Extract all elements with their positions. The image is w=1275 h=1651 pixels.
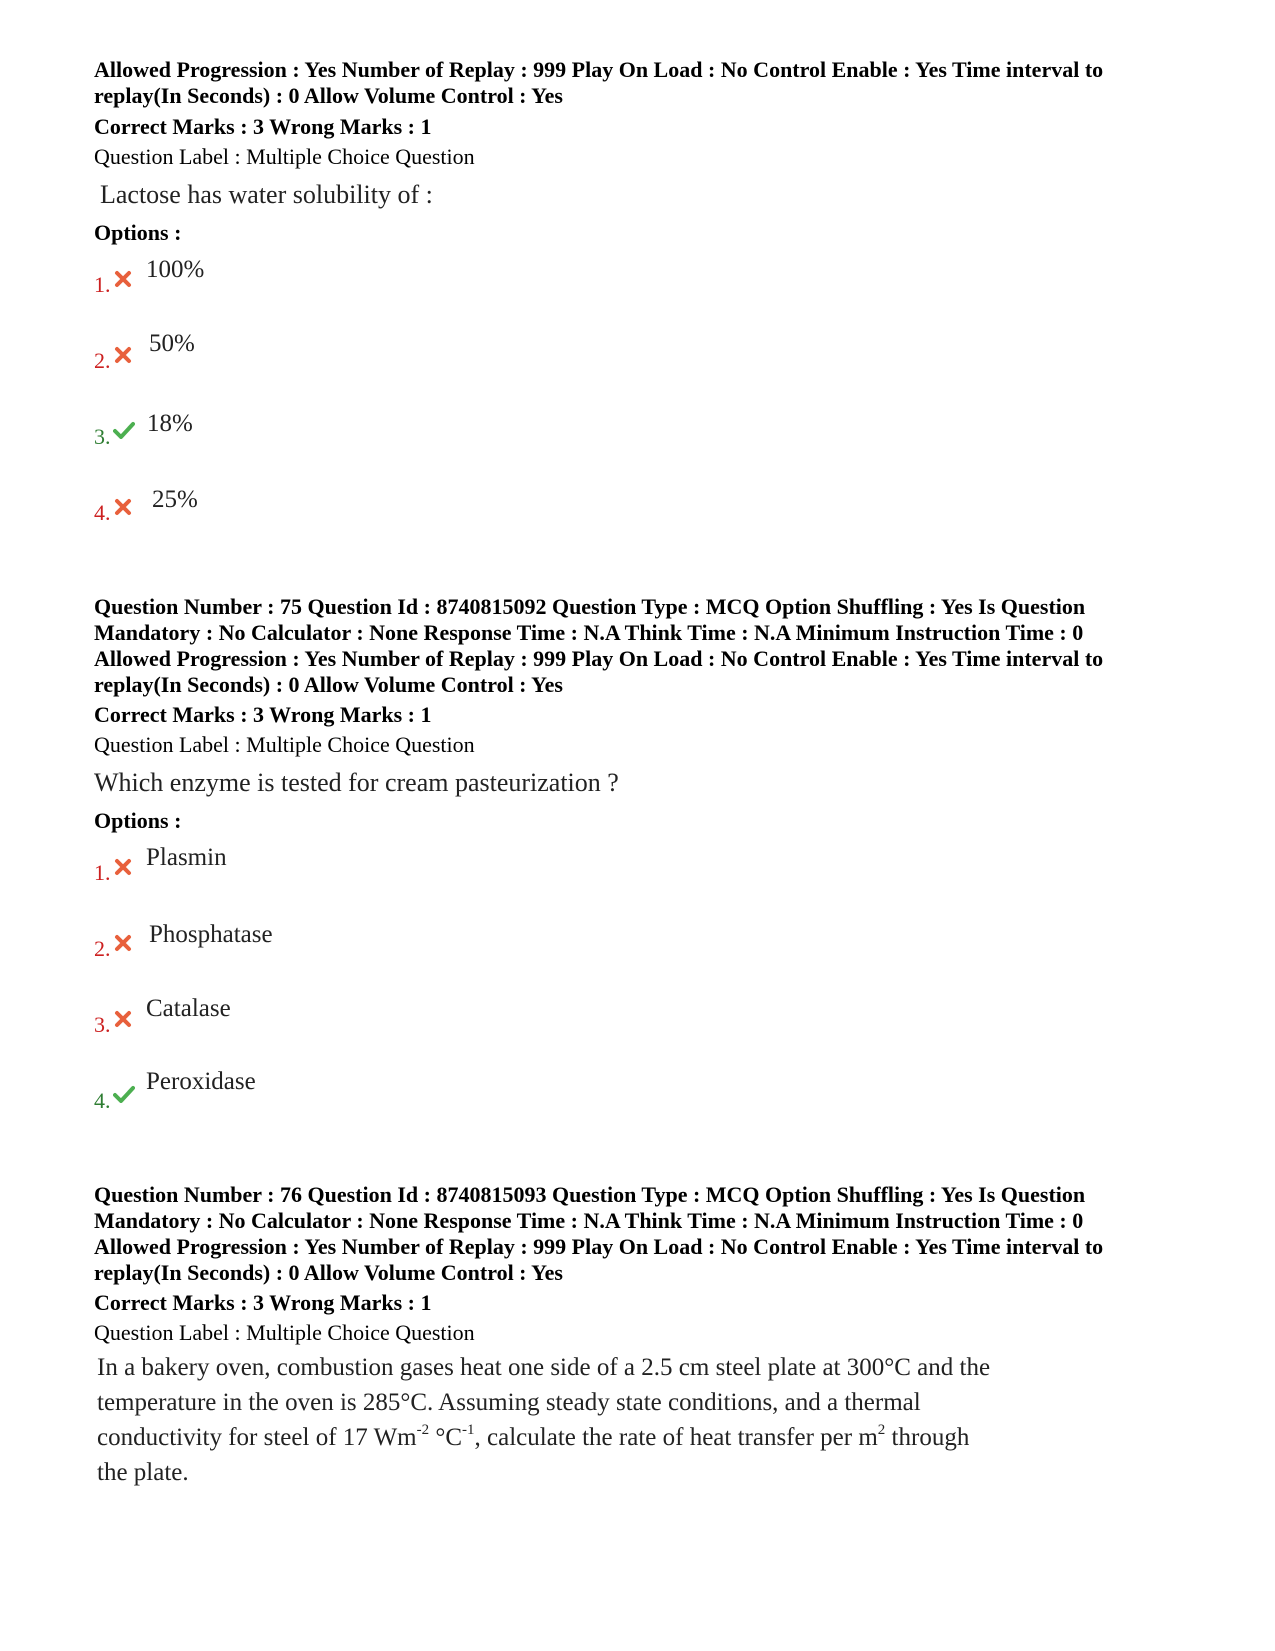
options-title: Options : (94, 220, 182, 245)
question-fragment: conductivity for steel of 17 Wm (97, 1424, 417, 1451)
question-text: Lactose has water solubility of : (100, 180, 433, 209)
option-number: 3. (94, 1012, 111, 1037)
superscript: 2 (877, 1422, 886, 1438)
check-icon (113, 421, 135, 439)
option-text: Phosphatase (149, 921, 273, 948)
superscript: -1 (462, 1422, 475, 1438)
option-text: 25% (152, 486, 198, 513)
question-text (97, 1350, 1045, 1490)
question-fragment: °C (429, 1424, 463, 1451)
question-meta (94, 594, 1194, 698)
question-label: Question Label : Multiple Choice Question (94, 732, 475, 757)
cross-icon (114, 270, 132, 288)
cross-icon (114, 1010, 132, 1028)
option-text: Catalase (146, 995, 231, 1022)
meta-line: Question Number : 76 Question Id : 8740815093 Question Type : MCQ Option Shuffling : Yes Is Question (94, 1182, 1086, 1207)
question-text: Which enzyme is tested for cream pasteurization ? (94, 768, 619, 797)
meta-line: replay(In Seconds) : 0 Allow Volume Control : Yes (94, 672, 563, 697)
superscript: -2 (416, 1422, 430, 1438)
option-number: 4. (94, 1088, 111, 1113)
question-line (97, 1420, 1045, 1455)
marks-info: Correct Marks : 3 Wrong Marks : 1 (94, 702, 432, 727)
option-text: 50% (149, 330, 195, 357)
meta-line: Mandatory : No Calculator : None Response Time : N.A Think Time : N.A Minimum Instruction Time : 0 (94, 620, 1084, 645)
question-fragment: , calculate the rate of heat transfer per m (474, 1424, 878, 1451)
meta-line: Allowed Progression : Yes Number of Replay : 999 Play On Load : No Control Enable : Yes Time interval to (94, 646, 1104, 671)
marks-info: Correct Marks : 3 Wrong Marks : 1 (94, 114, 432, 139)
question-label: Question Label : Multiple Choice Question (94, 144, 475, 169)
meta-line: Allowed Progression : Yes Number of Replay : 999 Play On Load : No Control Enable : Yes Time interval to (94, 57, 1104, 82)
option-text: Peroxidase (146, 1068, 256, 1095)
cross-icon (114, 346, 132, 364)
question-label: Question Label : Multiple Choice Question (94, 1320, 475, 1345)
question-line: temperature in the oven is 285°C. Assuming steady state conditions, and a thermal (97, 1389, 921, 1416)
option-number: 2. (94, 348, 111, 373)
option-number: 3. (94, 424, 111, 449)
option-text: 18% (147, 410, 193, 437)
meta-line: Question Number : 75 Question Id : 8740815092 Question Type : MCQ Option Shuffling : Yes Is Question (94, 594, 1086, 619)
meta-line: replay(In Seconds) : 0 Allow Volume Control : Yes (94, 1260, 563, 1285)
question-line: the plate. (97, 1459, 189, 1486)
option-number: 4. (94, 500, 111, 525)
option-text: Plasmin (146, 844, 227, 871)
question-meta (94, 1182, 1194, 1286)
question-line: In a bakery oven, combustion gases heat one side of a 2.5 cm steel plate at 300°C and the (97, 1354, 991, 1381)
option-number: 1. (94, 860, 111, 885)
question-meta (94, 57, 1194, 109)
cross-icon (114, 858, 132, 876)
cross-icon (114, 934, 132, 952)
option-number: 2. (94, 936, 111, 961)
option-text: 100% (146, 256, 205, 283)
marks-info: Correct Marks : 3 Wrong Marks : 1 (94, 1290, 432, 1315)
question-fragment: through (885, 1424, 970, 1451)
cross-icon (114, 498, 132, 516)
option-number: 1. (94, 272, 111, 297)
options-title: Options : (94, 808, 182, 833)
meta-line: Mandatory : No Calculator : None Response Time : N.A Think Time : N.A Minimum Instruction Time : 0 (94, 1208, 1084, 1233)
meta-line: Allowed Progression : Yes Number of Replay : 999 Play On Load : No Control Enable : Yes Time interval to (94, 1234, 1104, 1259)
check-icon (113, 1085, 135, 1103)
meta-line: replay(In Seconds) : 0 Allow Volume Control : Yes (94, 83, 563, 108)
